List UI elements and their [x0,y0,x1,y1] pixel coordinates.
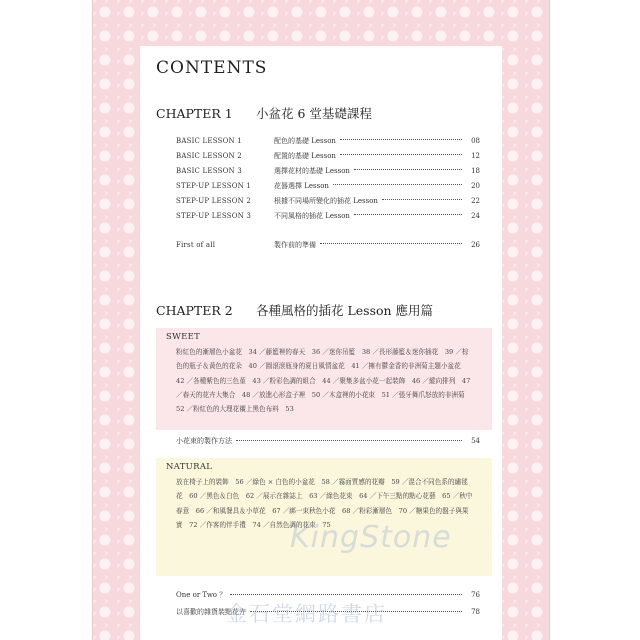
page-number: 18 [471,166,480,175]
lesson-title: 根據不同場所變化的插花 Lesson [274,196,378,205]
toc-row[interactable] [176,148,480,163]
leader-dots [382,199,462,200]
entry-title: One or Two ？ [176,591,227,599]
watermark-logo: KingStone [290,520,452,555]
leader-dots [320,243,462,244]
chapter2-title: 各種風格的插花 Lesson 應用篇 [256,303,434,318]
page-number: 54 [471,437,480,445]
leader-dots [236,440,462,441]
toc-row[interactable] [176,237,480,252]
lesson-title: 配色的基礎 Lesson [274,136,336,145]
page-number: 26 [471,240,480,249]
sweet-entries: 粉紅色的漸層色小盆花 34 ／藤籃裡的春天 36 ／迷你吊籃 38 ／長形藤籃＆迷你插花 39 ／棕色的瓶子＆黃色的花朵 40 ／圓滾滾瓶身的夏日風情盆花 41 ／擁有鬱金香的非洲菊主題小盆花 42 ／各種紫色的三色堇 43 ／粉彩色調的組合 44 ／聚集多盆小花一起裝飾 46 ／縱向排列 47 ／春天的花卉大集合 48 ／放進心形盒子裡 50 ／木盒裡的小花束 51 ／張牙舞爪怒放的非洲菊 52 ／粉紅色的大理花襯上黑色布料 53 [176,348,472,414]
leader-dots [333,184,462,185]
natural-section [156,458,492,576]
toc-row-bouquet[interactable] [156,434,480,448]
leader-dots [340,154,462,155]
toc-row[interactable] [176,163,480,178]
lesson-title: 選擇花材的基礎 Lesson [274,166,350,175]
contents-title: CONTENTS [156,58,268,78]
sweet-label: SWEET [166,332,201,342]
toc-row[interactable] [176,208,480,223]
lesson-label: BASIC LESSON 2 [176,151,242,160]
sweet-section [156,328,492,430]
toc-row[interactable] [176,178,480,193]
chapter2-heading [156,301,433,319]
leader-dots [354,169,462,170]
first-of-all-toc [176,237,480,252]
leader-dots [340,139,462,140]
chapter2-number: CHAPTER 2 [156,303,233,318]
leader-dots [354,214,462,215]
chapter1-toc [176,133,480,223]
page-number: 20 [471,181,480,190]
lesson-title: 不同風格的插花 Lesson [274,211,350,220]
toc-row[interactable] [176,133,480,148]
watermark-text: 金石堂網路書店 [226,602,387,626]
lesson-label: STEP-UP LESSON 2 [176,196,252,205]
chapter1-title: 小盆花 6 堂基礎課程 [256,106,372,121]
chapter1-number: CHAPTER 1 [156,106,233,121]
lesson-label: First of all [176,240,216,249]
lesson-title: 製作前的準備 [274,240,316,249]
leader-dots [230,594,462,595]
chapter1-heading [156,104,372,122]
lesson-label: STEP-UP LESSON 1 [176,181,252,190]
lesson-label: STEP-UP LESSON 3 [176,211,252,220]
entry-title: 小花束的製作方法 [176,437,232,445]
page-number: 76 [471,591,480,599]
page-number: 24 [471,211,480,220]
lesson-title: 配置的基礎 Lesson [274,151,336,160]
natural-label: NATURAL [166,462,213,472]
page-number: 12 [471,151,480,160]
lesson-label: BASIC LESSON 3 [176,166,242,175]
page-number: 22 [471,196,480,205]
lesson-label: BASIC LESSON 1 [176,136,242,145]
page-number: 08 [471,136,480,145]
page-number: 78 [471,608,480,616]
natural-entries: 放在椅子上的裝飾 56 ／綠色 × 白色的小盆花 58 ／霧面質感的花瓣 59 ／混合不同色系的繡毬花 60 ／黑色＆白色 62 ／展示在雜誌上 63 ／綠色花束 64 ／下午三點的點心花藝 65 ／秋中春意 66 ／和風餐具＆小草花 67 ／綁一束秋色小花 68 ／粉彩漸層色 70 ／糖果色的盤子與果實 72 ／作客的伴手禮 74 ／自然色調的花束 75 [176,478,473,529]
lesson-title: 花器選擇 Lesson [274,181,329,190]
toc-row[interactable] [176,193,480,208]
entry-title: 以喜歡的雜貨裝點花卉 [176,608,246,616]
